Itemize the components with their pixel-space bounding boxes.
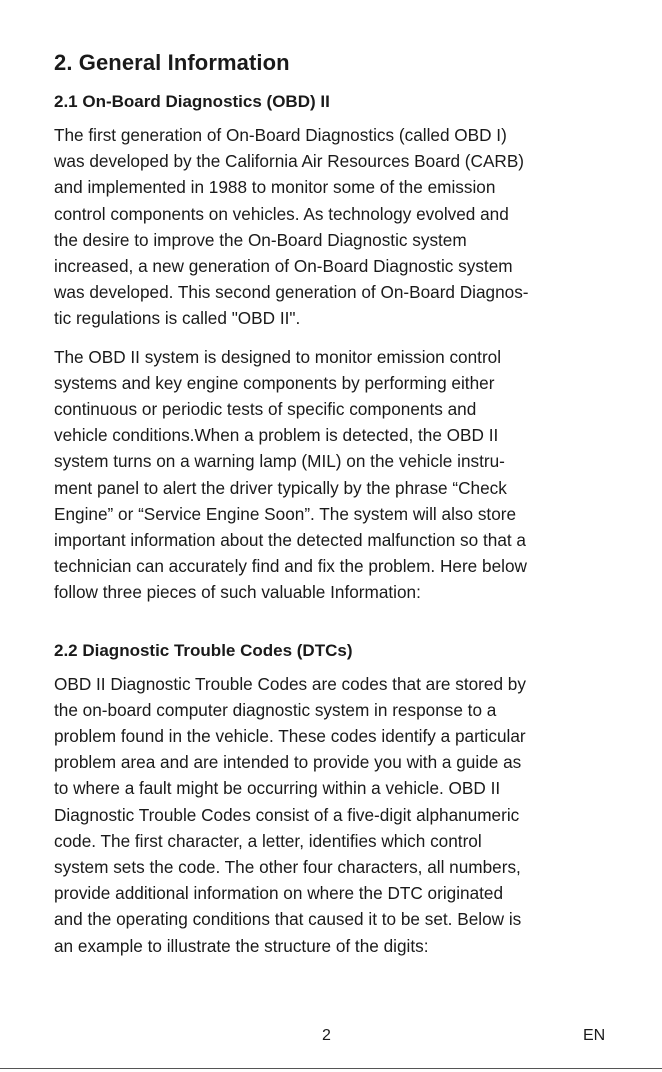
text-line: ment panel to alert the driver typically by the phrase “Check bbox=[54, 477, 507, 498]
text-line: was developed. This second generation of On-Board Diagnos- bbox=[54, 282, 529, 303]
text-line: problem area and are intended to provide you with a guide as bbox=[54, 752, 522, 773]
text-line: the on-board computer diagnostic system in response to a bbox=[54, 699, 497, 720]
text-line: systems and key engine components by performing either bbox=[54, 372, 495, 393]
text-line: OBD II Diagnostic Trouble Codes are codes that are stored by bbox=[54, 673, 526, 694]
chapter-title: 2. General Information bbox=[54, 50, 290, 75]
text-line: to where a fault might be occurring within a vehicle. OBD II bbox=[54, 778, 501, 799]
text-line: increased, a new generation of On-Board Diagnostic system bbox=[54, 256, 513, 277]
paragraph-dtcs bbox=[54, 671, 614, 959]
text-line: an example to illustrate the structure of the digits: bbox=[54, 935, 429, 956]
text-line: vehicle conditions.When a problem is detected, the OBD II bbox=[54, 425, 499, 446]
text-line: The OBD II system is designed to monitor emission control bbox=[54, 346, 502, 367]
section-title-dtcs: 2.2 Diagnostic Trouble Codes (DTCs) bbox=[54, 640, 353, 660]
paragraph-obd-history bbox=[54, 122, 614, 332]
text-line: problem found in the vehicle. These codes identify a particular bbox=[54, 726, 526, 747]
text-line: follow three pieces of such valuable Information: bbox=[54, 582, 421, 603]
text-line: The first generation of On-Board Diagnostics (called OBD I) bbox=[54, 125, 507, 145]
text-line: system sets the code. The other four characters, all numbers, bbox=[54, 857, 521, 878]
text-line: the desire to improve the On-Board Diagnostic system bbox=[54, 229, 467, 250]
text-line: tic regulations is called "OBD II". bbox=[54, 308, 301, 329]
text-line: and the operating conditions that caused it to be set. Below is bbox=[54, 909, 522, 930]
language-code: EN bbox=[583, 1027, 606, 1044]
page-content bbox=[54, 47, 614, 959]
text-line: important information about the detected malfunction so that a bbox=[54, 530, 526, 551]
page-footer bbox=[0, 1024, 662, 1048]
text-line: continuous or periodic tests of specific components and bbox=[54, 399, 477, 420]
page-number: 2 bbox=[322, 1027, 331, 1044]
text-line: Diagnostic Trouble Codes consist of a five-digit alphanumeric bbox=[54, 804, 520, 825]
text-line: Engine” or “Service Engine Soon”. The system will also store bbox=[54, 503, 517, 524]
text-line: control components on vehicles. As technology evolved and bbox=[54, 203, 509, 224]
text-line: was developed by the California Air Resources Board (CARB) bbox=[54, 151, 525, 172]
text-line: and implemented in 1988 to monitor some of the emission bbox=[54, 177, 496, 198]
text-line: technician can accurately find and fix the problem. Here below bbox=[54, 556, 527, 577]
text-line: system turns on a warning lamp (MIL) on the vehicle instru- bbox=[54, 451, 505, 472]
paragraph-obd-ii-system bbox=[54, 344, 614, 606]
text-line: provide additional information on where the DTC originated bbox=[54, 883, 504, 904]
bottom-divider bbox=[0, 1068, 662, 1069]
text-line: code. The first character, a letter, identifies which control bbox=[54, 830, 482, 851]
section-title-obd-ii: 2.1 On-Board Diagnostics (OBD) II bbox=[54, 92, 330, 111]
